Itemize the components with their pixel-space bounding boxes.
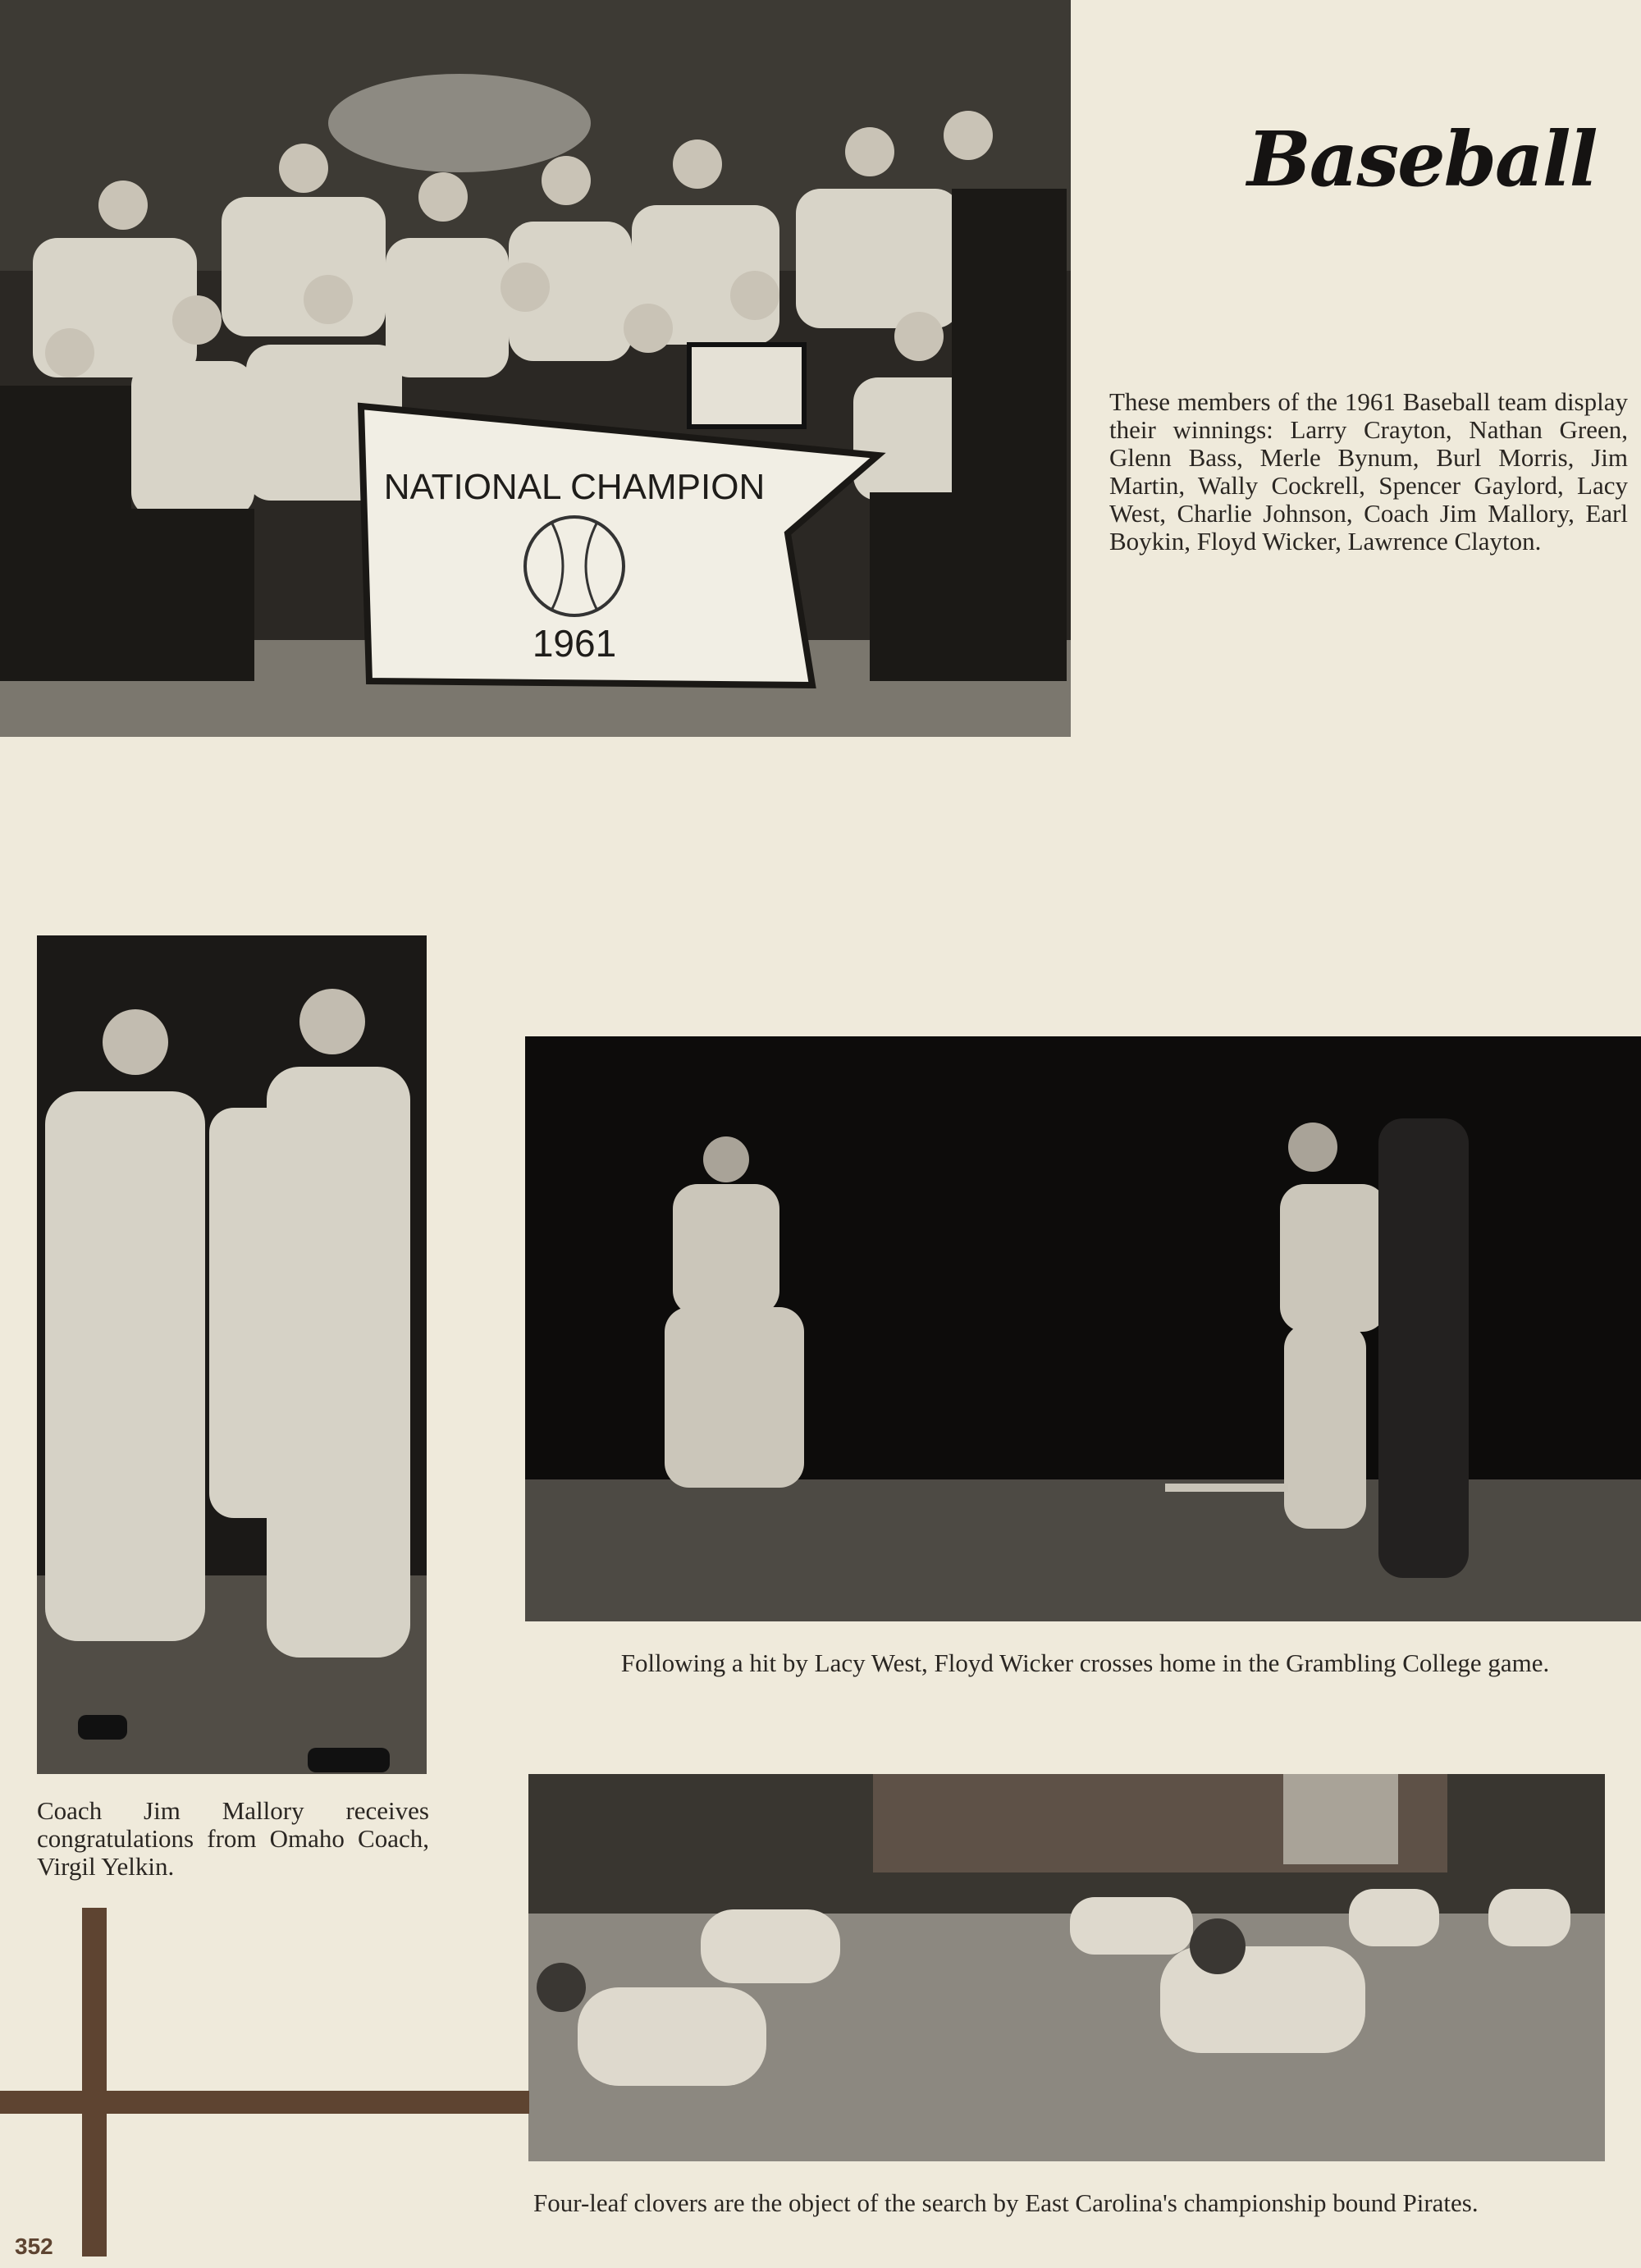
banner-text: NATIONAL CHAMPION [383, 467, 766, 507]
home-plate-photo [525, 1036, 1641, 1621]
clover-caption: Four-leaf clovers are the object of the search by East Carolina's championship bound Pirates. [533, 2188, 1479, 2217]
home-plate-caption: Following a hit by Lacy West, Floyd Wicker crosses home in the Grambling College game. [620, 1648, 1550, 1677]
coach-photo [37, 935, 427, 1774]
team-photo-caption: These members of the 1961 Baseball team display their winnings: Larry Crayton, Nathan Green, Glenn Bass, Merle Bynum, Burl Morris, Jim Martin, Wally Cockrell, Spencer Gaylord, Lacy West, Charlie Johnson, Coach Jim Mallory, Earl Boykin, Floyd Wicker, Lawrence Clayton. [1109, 387, 1628, 556]
banner-year: 1961 [532, 622, 617, 665]
decorative-rule-vertical [82, 1908, 107, 2257]
decorative-rule-horizontal [0, 2091, 529, 2114]
coach-photo-caption: Coach Jim Mallory receives congratulations from Omaho Coach, Virgil Yelkin. [37, 1796, 429, 1881]
clover-search-photo [528, 1774, 1605, 2161]
page-title: Baseball [1247, 115, 1597, 203]
page-number: 352 [15, 2234, 53, 2259]
team-photo [0, 0, 1071, 737]
